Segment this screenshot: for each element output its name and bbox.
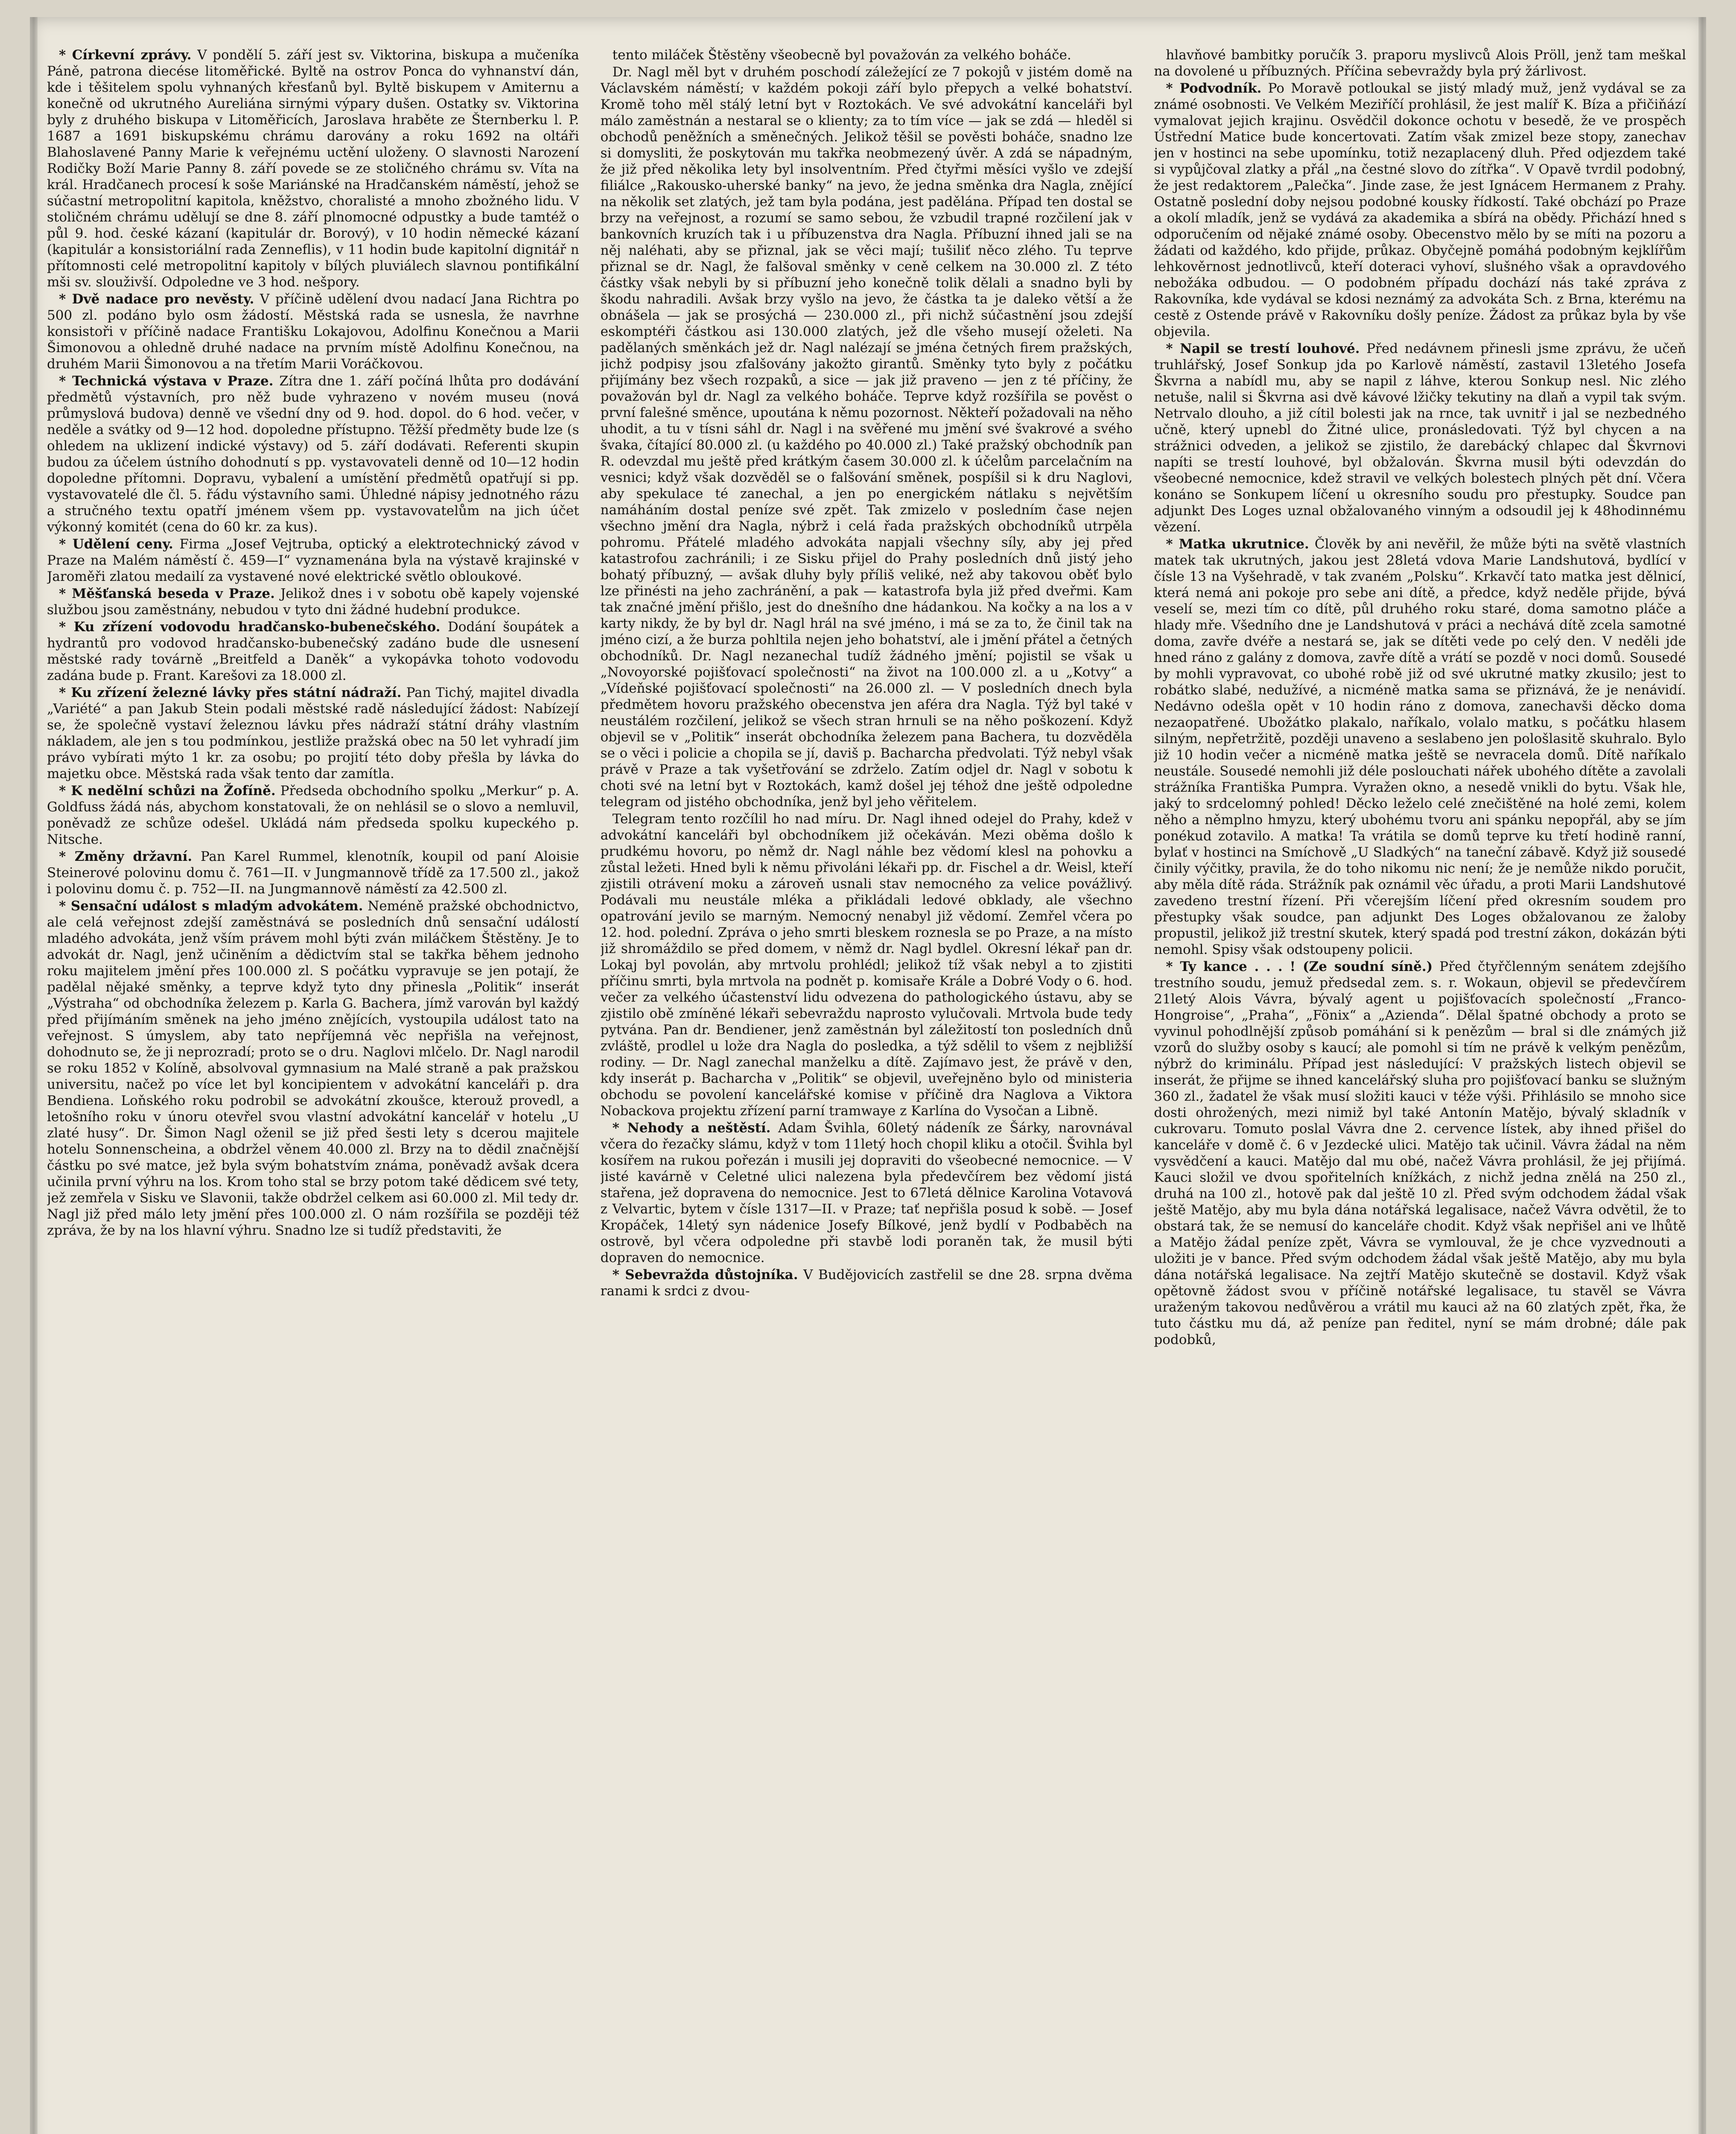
article-body: Pan Karel Rummel, klenotník, koupil od paní Aloisie Steinerové polovinu domu č. 761—II. v Jungmannově třídě za 17.500 zl., jakož i polovinu domu č. p. 752—II. na Jungmannově náměstí za 42.500 zl. (47, 849, 579, 897)
article-body: V pondělí 5. září jest sv. Viktorina, biskupa a mučeníka Páně, patrona diecése litoměřické. Byltě na ostrov Ponca do vyhnanství dán, kde i těšitelem spolu vyhnaných křesťanů byl. Byltě biskupem v Amiternu a konečně od ukrutného Aureliána sirnými výpary dušen. Ostatky sv. Viktorina byly z druhého biskupa v Litoměřicích, Jaroslava hraběte ze Šternberku l. P. 1687 a 1691 biskupskému chrámu darovány a roku 1692 na oltáři Blahoslavené Panny Marie k veřejnému uctění uloženy. O slavnosti Narození Rodičky Boží Marie Panny 8. září povede se ze stoličného chrámu sv. Víta na král. Hradčanech procesí k soše Mariánské na Hradčanském náměstí, jehož se súčastní metropolitní kapitola, kněžstvo, choralisté a mnoho zbožného lidu. V stoličném chrámu udělují se dne 8. září plnomocné odpustky a bude tamtéž o půl 9. hod. české kázaní (kapitulár dr. Borový), v 10 hodin německé kázaní (kapitulár a konsistoriální rada Zenneflis), v 11 hodin bude kapitolní dignitář n přítomnosti celé metropolitní kapitoly v bílých pluviálech slavnou pontifikální mši sv. slouživší. Odpoledne ve 3 hod. nešpory. (47, 47, 579, 290)
article-heading: * Církevní zprávy. (59, 47, 192, 63)
article-heading: * Ku zřízení železné lávky přes státní nádraží. (59, 685, 402, 700)
article-heading: * Udělení ceny. (59, 536, 173, 552)
article-body: Jelikož dnes i v sobotu obě kapely vojenské službou jsou zaměstnány, nebudou v tyto dni žádné hudební produkce. (47, 586, 579, 618)
article-body: V příčině udělení dvou nadací Jana Richtra po 500 zl. podáno bylo osm žádostí. Městská rada se usnesla, že navrhne konsistoři v příčině nadace Františku Lokajovou, Adolfinu Konečnou a Marii Šimonovou a ohledně druhé nadace na prvním místě Adolfinu Konečnou, na druhém Marii Šimonovou a na třetím Marii Voráčkovou. (47, 292, 579, 372)
article-body: Před nedávnem přinesli jsme zprávu, že učeň truhlářský, Josef Sonkup jda po Karlově náměstí, zastavil 13letého Josefa Škvrna a nabídl mu, aby se napil z láhve, kterou Sonkup nesl. Nic zlého netuše, nalil si Škvrna asi dvě kávové lžičky tekutiny na dlaň a vypil tak svým. Netrvalo dlouho, a již cítil bolesti jak na rnce, tak uvnitř i jal se nezbedného učně, který upnebl do Žitné ulice, pronásledovati. Týž byl chycen a na strážnici odveden, a jelikož se zjistilo, že darebácký chlapec dal Škvrnovi napíti se trestí louhové, byl obžalován. Škvrna musil býti odevzdán do všeobecné nemocnice, kdež stravil ve velkých bolestech plných pět dní. Včera konáno se Sonkupem líčení u okresního soudu pro přestupky. Soudce pan adjunkt Des Loges uznal obžalovaného vinným a odsoudil jej k 48hodinnému vězení. (1154, 341, 1686, 535)
article-body: hlavňové bambitky poručík 3. praporu myslivců Alois Pröll, jenž tam meškal na dovolené u příbuzných. Příčina sebevraždy byla prý žárlivost. (1154, 47, 1686, 79)
text-columns (47, 47, 1686, 2134)
article (1154, 47, 1686, 79)
article-body: Po Moravě potloukal se jistý mladý muž, jenž vydával se za známé osobnosti. Ve Velkém Meziříčí prohlásil, že jest malíř K. Bíza a přičiňází vymalovat jejich krajinu. Osvědčil dokonce ochotu v besedě, že ve prospěch Ústřední Matice bude koncertovati. Zatím však zmizel beze stopy, zanechav jen v hostinci na sebe upomínku, totiž nezaplacený dluh. Před odjezdem také si vypůjčoval zlatky a přál „na čestné slovo do zítřka“. V Opavě tvrdil podobný, že jest redaktorem „Palečka“. Jinde zase, že jest Ignácem Hermanem z Prahy. Ostatně poslední doby nejsou podobné kousky řídkostí. Také obchází po Praze a okolí mladík, jenž se vydává za akademika a sbírá na obědy. Přichází hned s odporučením od nějaké známé osoby. Obecenstvo mělo by se míti na pozoru a žádati od každého, kdo přijde, průkaz. Obyčejně pomáhá podobným kejklířům lehkověrnost jednotlivců, kteří doteraci vyhoví, slušného však a opravdového nebožáka odbudou. — O podobném případu dochází nás také zpráva z Rakovníka, kde vydával se kdosi neznámý za advokáta Sch. z Brna, kterému na cestě z Ostende právě v Rakovníku došly peníze. Žádost za průkaz byla by vše objevila. (1154, 81, 1686, 339)
article (601, 1120, 1133, 1266)
article-body: tento miláček Štěstěny všeobecně byl považován za velkého boháče. (612, 47, 1071, 63)
article-body: Pan Tichý, majitel divadla „Variété“ a pan Jakub Stein podali městské radě následující žádost: Nabízejí se, že společně vystaví železnou lávku přes nádraží státní dráhy vlastním nákladem, ale jen s tou podmínkou, jestliže pražská obec na 50 let vyhradí jim právo vybírati mýto 1 kr. za osobu; po projití této doby přešla by lávka do majetku obce. Městská rada však tento dar zamítla. (47, 685, 579, 781)
article (47, 536, 579, 585)
article-heading: * K nedělní schůzi na Žofíně. (59, 783, 276, 799)
article (47, 291, 579, 372)
article-body: Telegram tento rozčílil ho nad míru. Dr. Nagl ihned odejel do Prahy, kdež v advokátní kanceláři byl obchodníkem již očekáván. Mezi oběma došlo k prudkému hovoru, po němž dr. Nagl náhle bez vědomí klesl na pohovku a zůstal ležeti. Hned byli k němu přivoláni lékaři pp. dr. Fischel a dr. Weisl, kteří zjistili otrávení moku a zároveň usnali stav nemocného za velice povážlivý. Podávali mu neustále mléka a přikládali ledové obklady, ale všechno opatrování jevilo se marným. Nemocný nenabyl již vědomí. Zemřel včera po 12. hod. polední. Zpráva o jeho smrti bleskem roznesla se po Praze, a na místo již shromáždilo se před domem, v němž dr. Nagl bydlel. Okresní lékař pan dr. Lokaj byl povolán, aby mrtvolu prohlédl; jelikož tíž však nebyl a to zjistiti příčinu smrti, byla mrtvola na podnět p. komisaře Krále a Dobré Vody o 6. hod. večer za velkého účastenství lidu odvezena do pathologického ústavu, aby se zjistilo obě zmíněné lékaři sebevraždu naprosto vylučovali. Mrtvola bude tedy pytvána. Pan dr. Bendiener, jenž zaměstnán byl záležitostí ton posledních dnů zvláště, prodlel u lože dra Nagla do posledka, a týž sdělil to všem z nejbližší rodiny. — Dr. Nagl zanechal manželku a dítě. Zajímavo jest, že právě v den, kdy inserát p. Bacharcha v „Politik“ se objevil, uveřejněno bylo od ministeria obchodu se povolení kancelářské komise v příčině dra Naglova a Viktora Nobackova projektu zřízení parní tramwaye z Karlína do Vysočan a Libně. (600, 811, 1133, 1119)
page-edge-shadow-left (30, 17, 38, 2134)
article (47, 685, 579, 782)
article-body: Adam Švihla, 60letý nádeník ze Šárky, narovnával včera do řezačky slámu, když v tom 11letý hoch chopil kliku a otočil. Švihla byl kosířem na rukou pořezán i musili jej dopraviti do všeobecné nemocnice. — V jisté kavárně v Celetné ulici nalezena byla předevčírem bez vědomí jistá stařena, jež dopravena do nemocnice. Jest to 67letá dělnice Karolina Votavová z Velvartic, bytem v čísle 1317—II. v Praze; tať nepřišla posud k sobě. — Josef Kropáček, 14letý syn nádenice Josefy Bílkové, jenž bydlí v Podbaběch na ostrově, byl včera odpoledne při stavbě lodi poraněn tak, že musil býti dopraven do nemocnice. (600, 1120, 1133, 1265)
article-heading: * Měšťanská beseda v Praze. (59, 586, 275, 601)
article (1154, 959, 1686, 1348)
article (601, 811, 1133, 1119)
article-heading: * Napil se trestí louhové. (1166, 341, 1360, 356)
article-heading: * Matka ukrutnice. (1166, 536, 1309, 552)
article-body: Dodání šoupátek a hydrantů pro vodovod hradčansko-bubenečský zadáno bude dle usnesení městské rady továrně „Breitfeld a Daněk“ a vykopávka tohoto vodovodu zadána bude p. Frant. Karešovi za 18.000 zl. (47, 619, 579, 683)
article-heading: * Ku zřízení vodovodu hradčansko-bubenečského. (59, 619, 441, 635)
article (47, 586, 579, 618)
article (47, 898, 579, 1239)
article-body: Neméně pražské obchodnictvo, ale celá veřejnost zdejší zaměstnává se posledních dnů sensační událostí mladého advokáta, jenž vším právem mohl býti zván miláčkem Štěstěny. Je to advokát dr. Nagl, jenž učiněním a dědictvím stal se takřka během jednoho roku majitelem jmění přes 100.000 zl. S počátku vypravuje se jen potají, že padělal nějaké směnky, a teprve když tyto dny přinesla „Politik“ inserát „Výstraha“ od obchodníka železem p. Karla G. Bachera, jímž varován byl každý před přijímáním směnek na jeho jméno znějících, vystoupila událost tato na veřejnost. S úmyslem, aby tato nepříjemná věc nepřišla na veřejnost, dohodnuto se, že ji neprozradí; proto se o dru. Naglovi mlčelo. Dr. Nagl narodil se roku 1852 v Kolíně, absolvoval gymnasium na Malé straně a pak pražskou universitu, načež po více let byl koncipientem v advokátní kanceláři p. dra Bendiena. Loňského roku podrobil se advokátní zkoušce, kterouž provedl, a letošního roku v únoru otevřel svou vlastní advokátní kancelář v hotelu „U zlaté husy“. Dr. Šimon Nagl oženil se již před šesti lety s dcerou majitele hotelu Sonnenscheina, a obdržel věnem 40.000 zl. Brzy na to dědil značnější částku po své matce, jež byla svým bohatstvím známa, poněvadž avšak dcera učinila první výhru na los. Krom toho stal se brzy potom také dědicem své tety, jež zemřela v Sisku ve Slavonii, takže obdržel celkem asi 60.000 zl. Mil tedy dr. Nagl již před málo lety jmění přes 100.000 zl. O nám rozšířila se později též zpráva, že by na los hlavní výhru. Snadno lze si tudíž představiti, že (47, 898, 579, 1238)
article-heading: * Sebevražda důstojníka. (612, 1267, 798, 1283)
article-heading: * Sensační událost s mladým advokátem. (59, 898, 363, 914)
article-heading: * Technická výstava v Praze. (59, 373, 274, 389)
article (601, 1267, 1133, 1299)
article (47, 47, 579, 290)
article-heading: * Dvě nadace pro nevěsty. (59, 292, 254, 307)
article (1154, 80, 1686, 340)
article-body: Předseda obchodního spolku „Merkur“ p. A. Goldfuss žádá nás, abychom konstatovali, že on nehlásil se o slovo a nemluvil, poněvadž ze schůze odešel. Ukládá nám předseda spolku kupeckého p. Nitsche. (47, 783, 579, 847)
article (601, 47, 1133, 63)
column-right (1154, 47, 1686, 2134)
article-body: Dr. Nagl měl byt v druhém poschodí záležející ze 7 pokojů v jistém domě na Václavském náměstí; v každém pokoji září bylo přepych a velké bohatství. Kromě toho měl stálý letní byt v Roztokách. Ve své advokátní kanceláři byl málo zaměstnán a nestaral se o klienty; za to tím více — jak se zdá — hleděl si obchodů peněžních a směnečných. Jelikož těšil se pověsti boháče, snadno lze si domysliti, že poskytován mu takřka neobmezený úvěr. A zdá se nápadným, že již před několika lety byl insolventním. Před čtyřmi měsíci vyšlo ve zdejší filiálce „Rakousko-uherské banky“ na jevo, že jedna směnka dra Nagla, znějící na několik set zlatých, jež tam byla podána, jest padělána. Případ ten dostal se brzy na veřejnost, a rozumí se samo sebou, že vzbudil trapné rozčilení jak v bankovních kruzích tak i u příbuzenstva dra Nagla. Příbuzní ihned jali se na něj naléhati, aby se přiznal, jak se věci mají; tušiliť něco zlého. Tu teprve přiznal se dr. Nagl, že falšoval směnky v ceně celkem na 30.000 zl. Z této částky však nebyli by si příbuzní jeho konečně tolik dělali a snadno byli by škodu nahradili. Avšak brzy vyšlo na jevo, že částka ta je daleko větší a že obnášela — jak se prosýchá — 230.000 zl., při nichž súčastnění jsou zdejší eskomptéři částkou asi 130.000 zlatých, jež dle všeho musejí oželeti. Na padělaných směnkách jež dr. Nagl nalézají se jména četných firem pražských, jichž podpisy jsou zfalšovány jakožto girantů. Směnky tyto byly z počátku přijímány bez všech rozpaků, a sice — jak již praveno — jen z té příčiny, že považován byl dr. Nagl za velkého boháče. Teprve když rozšířila se pověst o první falešné směnce, upoutána k němu pozornost. Někteří požadovali na něho uhodit, a tu v tísni sáhl dr. Nagl i na svěřené mu jmění své švakrové a svého švaka, čítající 80.000 zl. (u každého po 40.000 zl.) Také pražský obchodník pan R. odevzdal mu ještě před krátkým časem 30.000 zl. k účelům parcelačním na vesnici; když však dozvěděl se o falšování směnek, pospíšil si k dru Naglovi, aby spekulace té zanechal, a jen po energickém nátlaku s největším namáháním dostal peníze své zpět. Tak zmizelo v posledním čase nejen všechno jmění dra Nagla, nýbrž i celá řada pražských obchodníků utrpěla pohromu. Přátelé mladého advokáta napjali všechny síly, aby jej před katastrofou zachránili; i ze Sisku přijel do Prahy posledních dnů jistý jeho bohatý příbuzný, — avšak dluhy byly příliš veliké, než aby takovou oběť bylo lze přinésti na jeho zachránění, a pak — katastrofa byla již před dveřmi. Kam tak značné jmění přišlo, jest do dnešního dne hádankou. Na kočky a na los a v karty nikdy, že by byl dr. Nagl hrál na své jméno, i má se za to, že činil tak na jméno cizí, a že burza pohltila nejen jeho bohatství, ale i jmění přátel a četných obchodníků. Dr. Nagl nezanechal tudíž žádného jmění; pojistil se však u „Novoyorské pojišťovací společnosti“ na život na 100.000 zl. a u „Kotvy“ a „Vídeňské pojišťovací společnosti“ na 26.000 zl. — V posledních dnech byla předmětem hovoru pražského obecenstva jen aféra dra Nagla. Týž byl také v neustálém rozčilení, jelikož se všech stran hrnuli se na něho poškození. Když objevil se v „Politik“ inserát obchodníka železem pana Bachera, tu dozvěděla se o věci i policie a chopila se jí, daviš p. Bacharcha předvolati. Týž nebyl však právě v Praze a tak vyšetřování se zdrželo. Zatím odjel dr. Nagl v sobotu k choti své na letní byt v Roztokách, kamž došel jej téhož dne ještě odpoledne telegram od jistého obchodníka, jenž byl jeho věřitelem. (600, 64, 1133, 810)
article (1154, 341, 1686, 535)
article (47, 373, 579, 535)
column-left (47, 47, 579, 2134)
article (47, 848, 579, 897)
article (1154, 536, 1686, 958)
article-heading: * Podvodník. (1166, 81, 1262, 96)
newspaper-page (30, 17, 1706, 2134)
article-body: Zítra dne 1. září počíná lhůta pro dodávání předmětů výstavních, pro něž bude vyhrazeno v novém museu (nová průmyslová budova) denně ve všední dny od 9. hod. dopol. do 6 hod. večer, v neděle a svátky od 9—12 hod. dopoledne přístupno. Těžší předměty bude lze (s ohledem na uklizení indické výstavy) od 5. září dodávati. Referenti skupin budou za účelem ústního dohodnutí s pp. vystavovateli denně od 10—12 hodin dopoledne přítomni. Dopravu, vybalení a umístění předmětů opatřují si pp. vystavovatelé dle čl. 5. řádu výstavního sami. Úhledné nápisy jednotného rázu a stručného textu opatří jménem všem pp. vystavovatelům na jich účet výkonný komitét (cena do 60 kr. za kus). (47, 373, 579, 535)
article (47, 619, 579, 684)
article-heading: * Nehody a neštěstí. (612, 1120, 771, 1136)
article-heading: * Ty kance . . . ! (Ze soudní síně.) (1166, 959, 1433, 974)
page-edge-shadow-right (1698, 17, 1706, 2134)
column-middle (601, 47, 1133, 2134)
article-body: Před čtyřčlenným senátem zdejšího trestního soudu, jemuž předsedal zem. s. r. Wokaun, objevil se předevčírem 21letý Alois Vávra, bývalý agent u pojišťovacích společností „Franco-Hongroise“, „Praha“, „Fönix“ a „Azienda“. Dělal špatné obchody a proto se vyvinul pohodlnější způsob pomáhání si k penězům — bral si dle známých již vzorů do služby osoby s kaucí; ale pomohl si tím ne právě k velkým penězům, nýbrž do kriminálu. Případ jest následující: V pražských listech objevil se inserát, že přijme se ihned kancelářský sluha pro pojišťovací banku se služným 360 zl., žadatel že však musí složiti kauci v téže výši. Přihlásilo se mnoho sice dosti ohrožených, mezi nimiž byl také Antonín Matějo, bývalý skladník v cukrovaru. Tomuto poslal Vávra dne 2. cervence lístek, aby ihned přišel do kanceláře v domě č. 6 v Jezdecké ulici. Matějo tak učinil. Vávra žádal na něm vysvědčení a kauci. Matějo dal mu obé, načež Vávra prohlásil, že jej přijímá. Kauci složil ve dvou spořitelních knížkách, z nichž jedna znělá na 250 zl., druhá na 100 zl., hotově pak dal ještě 10 zl. Před svým odchodem žádal však ještě Matějo, aby mu byla dána notářská legalisace, načež Vávra odvětil, že to obstará tak, že se nemusí do kanceláře chodit. Když však nepřišel ani ve lhůtě a Matějo žádal peníze zpět, Vávra se vymlouval, že je chce vyzvednouti a uložiti je v bance. Před svým odchodem žádal však ještě Matějo, aby mu byla dána notářská legalisace. Na zejtří Matějo skutečně se dostavil. Když však opětovně žádost svou v příčině notářské legalisace, tu stavěl se Vávra uraženým takovou nedůvěrou a vrátil mu kauci až na 60 zlatých zpět, řka, že tuto částku mu dá, až peníze pan ředitel, nyní se mám drobné; dále pak podobků, (1154, 959, 1686, 1347)
article-body: V Budějovicích zastřelil se dne 28. srpna dvěma ranami k srdci z dvou- (600, 1267, 1133, 1299)
article-body: Firma „Josef Vejtruba, optický a elektrotechnický závod v Praze na Malém náměstí č. 459—I“ vyznamenána byla na výstavě krajinské v Jaroměři zlatou medailí za vystavené nové elektrické světlo obloukové. (47, 536, 579, 584)
article-body: Člověk by ani nevěřil, že může býti na světě vlastních matek tak ukrutných, jakou jest 28letá vdova Marie Landshutová, bydlící v čísle 13 na Vyšehradě, v tak zvaném „Polsku“. Krkavčí tato matka jest dělnicí, která nemá ani pokoje pro sebe ani dítě, a předce, když neděle přijde, bývá veselí se, mezi tím co dítě, půl druhého roku staré, doma samotno pláče a hlady mře. Všedního dne je Landshutová v práci a nechává dítě zcela samotné doma, zavře dvéře a nestará se, jak se dítěti vede po celý den. V neděli jde hned ráno z galány z domova, zavře dítě a vrátí se pozdě v noci domů. Sousedé by mohli vypravovat, co ubohé robě již od své ukrutné matky zkusilo; jest to robátko slabé, nedužívé, a nicméně matka sama se přiznává, že je nenávidí. Nedávno odešla opět v 10 hodin ráno z domova, zanechavši děcko doma nezaopatřené. Ubožátko plakalo, naříkalo, volalo matku, s počátku hlasem silným, nepřetržitě, později unaveno a seslabeno jen pološlasitě skuhralo. Bylo již 10 hodin večer a nicméně matka ještě se nevracela domů. Dítě naříkalo neustále. Sousedé nemohli již déle poslouchati nářek ubohého dítěte a zavolali strážníka Františka Pumpra. Vyražen okno, a nesedě vnikli do bytu. Však hle, jaký to srdcelomný pohled! Děcko leželo celé znečištěné na holé zemi, kolem něho a němplno hmyzu, který ubohému tvoru ani spánku nepopřál, aby se jím ponékud zotavilo. A matka! Ta vrátila se domů teprve ku třetí hodině ranní, bylať v hostinci na Smíchově „U Sladkých“ na taneční zábavě. Když již sousedé činily výčitky, pravila, že do toho nikomu nic není; že je nemůže nikdo poručit, aby měla dítě ráda. Strážník pak oznámil věc úřadu, a proti Marii Landshutové zavedeno trestní řízení. Při včerejším líčení před okresním soudem pro přestupky však soudce, pan adjunkt Des Loges obžalovanou ze žaloby propustil, jelikož již trestní skutek, který spadá pod trestní zákon, dokázán býti nemohl. Spisy však odstoupeny policii. (1154, 536, 1686, 957)
article-heading: * Změny državní. (59, 849, 193, 864)
article (601, 64, 1133, 810)
article (47, 783, 579, 848)
